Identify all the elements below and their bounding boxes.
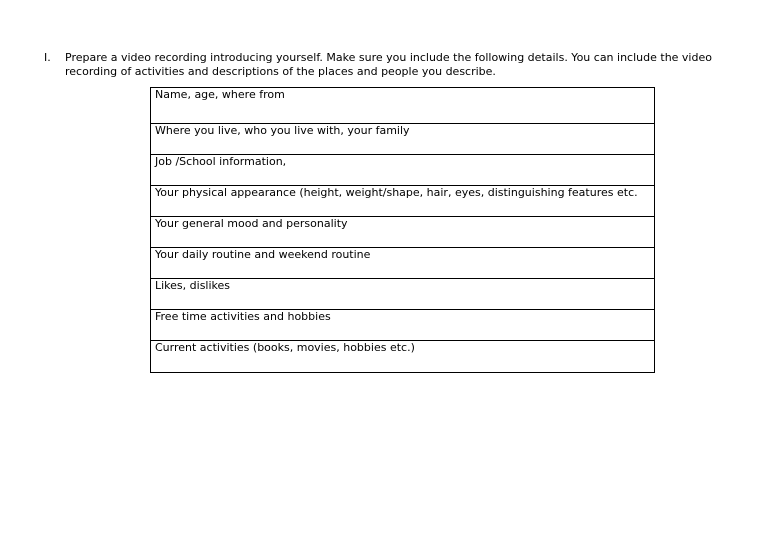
detail-cell: Your daily routine and weekend routine	[151, 248, 655, 279]
table-row	[151, 248, 655, 279]
table-row	[151, 124, 655, 155]
details-table	[150, 87, 655, 373]
detail-cell: Free time activities and hobbies	[151, 310, 655, 341]
task-text: Prepare a video recording introducing yourself. Make sure you include the following details. You can include the video recording of activities and descriptions of the places and people you describe.	[65, 51, 712, 78]
task-numeral: I.	[44, 51, 51, 64]
detail-cell: Current activities (books, movies, hobbies etc.)	[151, 341, 655, 373]
detail-cell: Likes, dislikes	[151, 279, 655, 310]
detail-cell: Your physical appearance (height, weight/shape, hair, eyes, distinguishing features etc.	[151, 186, 655, 217]
table-row	[151, 88, 655, 124]
table-row	[151, 341, 655, 373]
table-row	[151, 155, 655, 186]
detail-cell: Name, age, where from	[151, 88, 655, 124]
table-row	[151, 279, 655, 310]
table-row	[151, 186, 655, 217]
table-row	[151, 310, 655, 341]
detail-cell: Your general mood and personality	[151, 217, 655, 248]
detail-cell: Where you live, who you live with, your family	[151, 124, 655, 155]
detail-cell: Job /School information,	[151, 155, 655, 186]
table-row	[151, 217, 655, 248]
